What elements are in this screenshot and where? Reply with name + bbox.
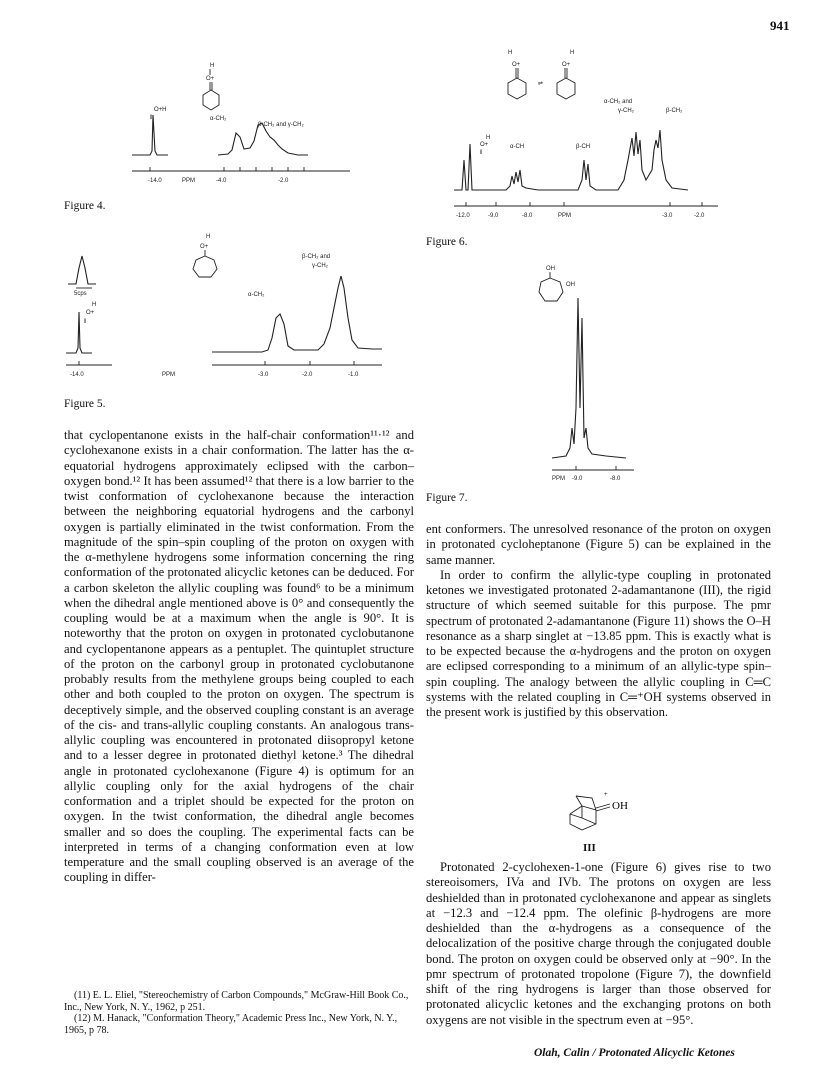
footnotes	[64, 990, 414, 1036]
svg-text:+: +	[604, 792, 608, 798]
structure-iii-label: III	[583, 842, 596, 854]
figure-7-caption: Figure 7.	[426, 492, 468, 504]
figure-7-spectrum	[526, 258, 646, 488]
fig5-beta-label: β-CH₂ and	[302, 254, 331, 260]
fig5-tick: -3.0	[258, 372, 269, 378]
fig7-tick: -8.0	[610, 476, 621, 482]
fig6-tick: -9.0	[488, 213, 499, 219]
svg-text:H: H	[92, 302, 97, 308]
svg-text:‖: ‖	[84, 319, 87, 325]
fig4-tick: -4.0	[216, 178, 227, 184]
fig5-tick: -14.0	[70, 372, 84, 378]
svg-text:O+: O+	[480, 142, 489, 148]
fig6-tick: PPM	[558, 213, 572, 219]
fig6-tick: -8.0	[522, 213, 533, 219]
svg-text:O+: O+	[86, 310, 95, 316]
footnote-11: (11) E. L. Eliel, "Stereochemistry of Carbon Compounds," McGraw-Hill Book Co., Inc., New York, N. Y., 1962, p 251.	[64, 990, 409, 1013]
fig6-tick: -3.0	[662, 213, 673, 219]
running-footer: Olah, Calin / Protonated Alicyclic Ketones	[534, 1047, 735, 1059]
tropolone-structure	[539, 266, 575, 301]
fig4-tick: -2.0	[278, 178, 289, 184]
fig5-tick: -1.0	[348, 372, 359, 378]
body-paragraph: In order to confirm the allylic-type coupling in protonated ketones we investigated protonated 2-adamantanone (III), the rigid structure of which seemed suitable for this purpose. The pmr spectrum of protonated 2-adamantanone (Figure 11) shows the O–H resonance as a sharp singlet at −13.85 ppm. This is exactly what is to be expected because the α-hydrogens and the proton on oxygen are eclipsed corresponding to a minimum of an allylic-type spin–spin coupling. The analogy between the allylic coupling in C═C systems with the related coupling in C═⁺OH systems observed in the present work is justified by this observation.	[426, 567, 771, 719]
body-paragraph: Protonated 2-cyclohexen-1-one (Figure 6) gives rise to two stereoisomers, IVa and IVb. The protons on oxygen are less deshielded than in protonated cyclohexanone and appear as singlets at −12.3 and −12.4 ppm. The olefinic β-hydrogens are more deshielded than the α-hydrogens as a consequence of the delocalization of the positive charge through the conjugated double bond. The proton on oxygen could be observed only at −90°. In the pmr spectrum of protonated tropolone (Figure 7), the downfield shift of the ring hydrogens is larger than those observed for protonated alicyclic ketones and the exchanging protons on both oxygens are not visible in the spectrum even at −95°.	[426, 860, 771, 1027]
cyclohexanone-structure	[203, 63, 219, 110]
right-column-text-bottom	[426, 860, 771, 1028]
figure-4-spectrum	[110, 45, 370, 195]
fig6-alpha-gamma-label: α-CH₂ and	[604, 99, 633, 105]
svg-text:‖: ‖	[150, 115, 153, 121]
page-number: 941	[770, 18, 790, 33]
body-paragraph: that cyclopentanone exists in the half-chair conformation¹¹·¹² and cyclohexanone exists in a chair conformation. The latter has the α-equatorial hydrogens approximately eclipsed with the carbon–oxygen bond.¹² It has been assumed¹² that there is a low barrier to the twist conformation of cyclohexanone because the interaction between the neighboring equatorial hydrogens and the carbonyl oxygen is partially eliminated in the twist conformation. From the magnitude of the spin–spin coupling of the proton on oxygen with the α-methylene hydrogens some information concerning the ring conformation of the protonated alicyclic ketones can be deduced. For a carbon skeleton the allylic coupling was found⁶ to be a minimum when the dihedral angle mentioned above is 0° and consequently the coupling would be at a maximum when the angle is 90°. It is noteworthy that the proton on oxygen in protonated cyclobutanone and cyclopentanone appears as a pentuplet. The quintuplet structure of the proton on the carbonyl group in protonated cyclobutanone probably results from the methylene groups being coupled to each other and both coupled to the proton on oxygen. The spectrum is deceptively simple, and the observed coupling constant is an average of the cis- and trans-allylic coupling constants. An analogous trans-allylic coupling was encountered in protonated diisopropyl ketone and to a lesser degree in protonated diethyl ketone.³ The dihedral angle in protonated cyclohexanone (Figure 4) is optimum for an allylic coupling only for the axial hydrogens of the chair conformation and a triplet should be expected for the proton on oxygen. In the twist conformation, the dihedral angle becomes smaller and so does the coupling. The experimental facts can be interpreted in terms of a changing conformation even at low temperature and the small coupling observed is an average of the coupling in differ-	[64, 428, 414, 885]
structure-iii-oh: OH	[612, 800, 628, 812]
figure-6-caption: Figure 6.	[426, 236, 468, 248]
footnote-12: (12) M. Hanack, "Conformation Theory," Academic Press Inc., New York, N. Y., 1965, p 78.	[64, 1013, 398, 1036]
fig7-tick: PPM	[552, 476, 566, 482]
svg-text:O+: O+	[206, 76, 215, 82]
fig7-tick: -9.0	[572, 476, 583, 482]
svg-text:O+: O+	[512, 62, 521, 68]
svg-text:O+: O+	[562, 62, 571, 68]
fig6-beta-label: β-CH₂	[666, 108, 683, 114]
fig5-alpha-label: α-CH₂	[248, 292, 265, 298]
fig6-alpha-ch-label: α-CH	[510, 144, 525, 150]
svg-text:H: H	[210, 63, 215, 69]
svg-text:⇌: ⇌	[538, 81, 544, 87]
fig5-tick: -2.0	[302, 372, 313, 378]
fig6-tick: -2.0	[694, 213, 705, 219]
body-paragraph: ent conformers. The unresolved resonance of the proton on oxygen in protonated cycloheptanone (Figure 5) can be explained in the same manner.	[426, 522, 771, 567]
figure-4-caption: Figure 4.	[64, 200, 106, 212]
svg-text:O+H: O+H	[154, 107, 167, 113]
fig6-gamma-label: γ-CH₂	[618, 108, 634, 114]
fig5-tick: PPM	[162, 372, 176, 378]
figure-5-spectrum	[62, 228, 392, 386]
fig4-beta-label: β-CH₂ and γ-CH₂	[258, 122, 304, 128]
structure-iii-adamantanone	[560, 784, 660, 840]
fig4-alpha-label: α-CH₂	[210, 116, 227, 122]
svg-text:O+: O+	[200, 244, 209, 250]
right-column-text-top	[426, 522, 771, 720]
svg-text:H: H	[206, 234, 211, 240]
left-column-text	[64, 428, 414, 886]
svg-text:H: H	[486, 135, 491, 141]
fig5-cps-label: 5cps	[74, 291, 87, 297]
fig4-tick: PPM	[182, 178, 196, 184]
fig6-tick: -12.0	[456, 213, 470, 219]
svg-text:H: H	[508, 50, 513, 56]
cycloheptanone-structure	[193, 234, 217, 277]
figure-6-spectrum	[448, 40, 738, 230]
fig4-tick: -14.0	[148, 178, 162, 184]
svg-text:H: H	[570, 50, 575, 56]
fig7-oh-label: OH	[566, 282, 575, 288]
svg-text:‖: ‖	[480, 150, 483, 156]
fig5-gamma-label: γ-CH₂	[312, 263, 328, 269]
cyclohexenone-structure-b	[557, 50, 575, 99]
figure-5-caption: Figure 5.	[64, 398, 106, 410]
fig6-beta-ch-label: β-CH	[576, 144, 591, 150]
cyclohexenone-structure-a	[508, 50, 526, 99]
fig7-oh-label: OH	[546, 266, 555, 272]
